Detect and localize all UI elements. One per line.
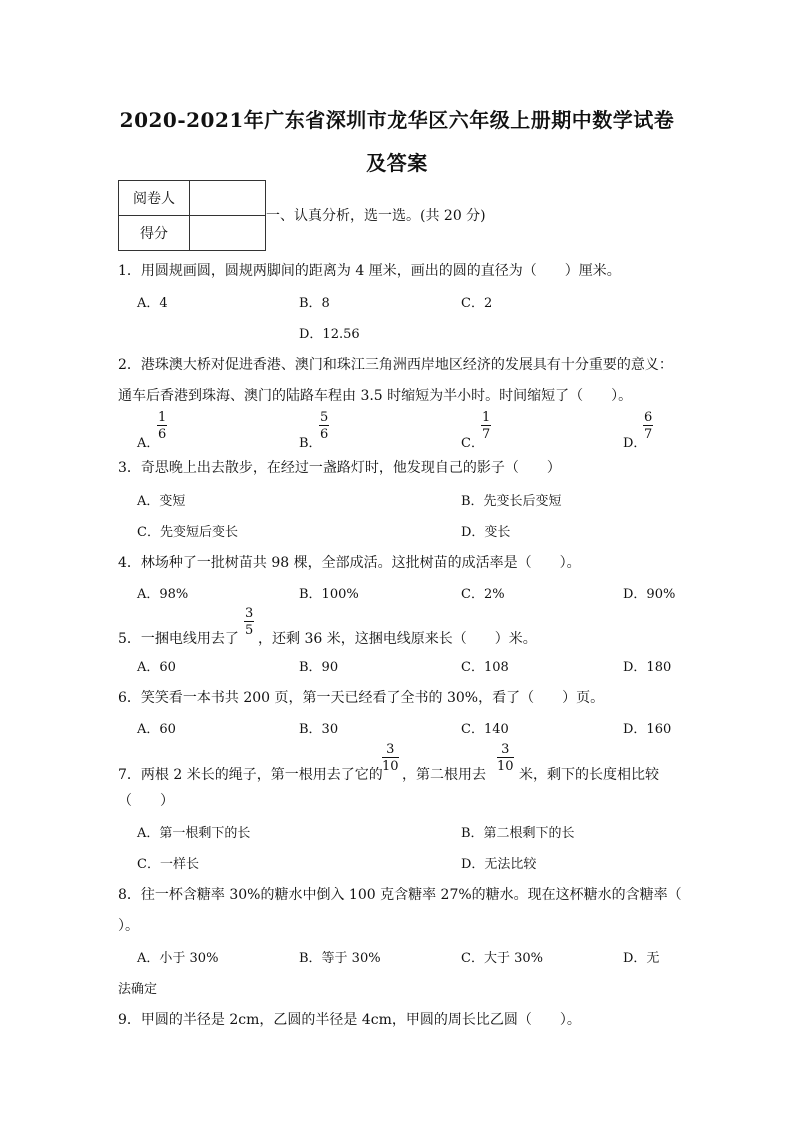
q8-option-a: A．小于 30% <box>137 951 219 966</box>
q7-fraction-1 <box>382 743 399 773</box>
q7-denominator-1: 10 <box>382 759 399 774</box>
question-1: 1．用圆规画圆，圆规两脚间的距离为 4 厘米，画出的圆的直径为（ ）厘米。 <box>118 263 621 279</box>
q2-d-numerator: 6 <box>644 410 653 425</box>
q2-option-d-label: D． <box>623 436 647 451</box>
q5-fraction <box>244 607 254 637</box>
question-2-line2: 通车后香港到珠海、澳门的陆路车程由 3.5 时缩短为半小时。时间缩短了（ ）。 <box>118 388 633 404</box>
q5-option-a: A．60 <box>137 660 176 675</box>
question-8-line2: ）。 <box>118 918 139 934</box>
q2-option-b-label: B． <box>299 436 322 451</box>
q2-a-denominator: 6 <box>158 427 167 442</box>
q5-option-b: B．90 <box>299 660 339 675</box>
page-title-line2: 及答案 <box>366 151 428 175</box>
q3-option-d: D．变长 <box>461 525 511 540</box>
q1-option-a: A．4 <box>137 296 168 311</box>
question-7-line2: （ ） <box>118 793 174 809</box>
question-9: 9．甲圆的半径是 2cm，乙圆的半径是 4cm，甲圆的周长比乙圆（ ）。 <box>118 1012 581 1028</box>
section-heading: 一、认真分析，选一选。(共 20 分) <box>266 208 486 224</box>
q4-option-c: C．2% <box>461 587 505 602</box>
reviewer-label: 阅卷人 <box>119 181 190 216</box>
question-5-after: ，还剩 36 米，这捆电线原来长（ ）米。 <box>258 631 537 647</box>
q2-b-numerator: 5 <box>320 410 329 425</box>
q2-d-denominator: 7 <box>644 427 653 442</box>
question-3: 3．奇思晚上出去散步，在经过一盏路灯时，他发现自己的影子（ ） <box>118 460 561 476</box>
q1-option-c: C．2 <box>461 296 493 311</box>
q2-b-denominator: 6 <box>320 427 329 442</box>
q2-option-c-label: C． <box>461 436 484 451</box>
score-label: 得分 <box>119 216 190 251</box>
q8-option-b: B．等于 30% <box>299 951 381 966</box>
q4-option-a: A．98% <box>137 587 189 602</box>
q3-option-c: C．先变短后变长 <box>137 525 238 540</box>
q3-option-a: A．变短 <box>137 494 186 509</box>
question-7-before: 7．两根 2 米长的绳子，第一根用去了它的 <box>118 767 383 783</box>
q7-denominator-2: 10 <box>497 759 514 774</box>
question-7-after: 米，剩下的长度相比较 <box>519 767 659 783</box>
score-blank <box>190 216 266 251</box>
q5-denominator: 5 <box>245 623 254 638</box>
q7-option-b: B．第二根剩下的长 <box>461 826 575 841</box>
q5-option-c: C．108 <box>461 660 509 675</box>
q8-option-c: C．大于 30% <box>461 951 543 966</box>
q4-option-b: B．100% <box>299 587 359 602</box>
q1-option-b: B．8 <box>299 296 330 311</box>
q6-option-c: C．140 <box>461 722 509 737</box>
question-2-line1: 2．港珠澳大桥对促进香港、澳门和珠江三角洲西岸地区经济的发展具有十分重要的意义： <box>118 357 673 373</box>
q5-option-d: D．180 <box>623 660 672 675</box>
q4-option-d: D．90% <box>623 587 676 602</box>
q7-option-c: C．一样长 <box>137 857 199 872</box>
score-box <box>118 180 266 251</box>
q8-option-d-continued: 法确定 <box>118 982 158 997</box>
q8-option-d: D．无 <box>623 951 660 966</box>
q7-fraction-2 <box>497 743 514 773</box>
q1-option-d: D．12.56 <box>299 327 360 342</box>
q6-option-b: B．30 <box>299 722 339 737</box>
q7-option-d: D．无法比较 <box>461 857 537 872</box>
q7-option-a: A．第一根剩下的长 <box>137 826 251 841</box>
q5-numerator: 3 <box>245 606 254 621</box>
page-title-line1: 2020-2021年广东省深圳市龙华区六年级上册期中数学试卷 <box>119 108 675 132</box>
q7-numerator-2: 3 <box>497 743 514 758</box>
q7-numerator-1: 3 <box>382 743 399 758</box>
q2-a-numerator: 1 <box>158 410 167 425</box>
question-6: 6．笑笑看一本书共 200 页，第一天已经看了全书的 30%，看了（ ）页。 <box>118 690 605 706</box>
q2-option-a-label: A． <box>137 436 160 451</box>
question-8-line1: 8．往一杯含糖率 30%的糖水中倒入 100 克含糖率 27%的糖水。现在这杯糖水的含糖率（ <box>118 887 682 903</box>
q2-c-denominator: 7 <box>482 427 491 442</box>
question-7-middle: ，第二根用去 <box>402 767 486 783</box>
q2-option-a-fraction <box>157 411 167 441</box>
question-5-before: 5．一捆电线用去了 <box>118 631 239 647</box>
q3-option-b: B．先变长后变短 <box>461 494 562 509</box>
q2-c-numerator: 1 <box>482 410 491 425</box>
question-4: 4．林场种了一批树苗共 98 棵，全部成活。这批树苗的成活率是（ ）。 <box>118 555 581 571</box>
q6-option-a: A．60 <box>137 722 176 737</box>
q6-option-d: D．160 <box>623 722 672 737</box>
q2-option-c-fraction <box>481 411 491 441</box>
reviewer-blank <box>190 181 266 216</box>
q2-option-d-fraction <box>643 411 653 441</box>
q2-option-b-fraction <box>319 411 329 441</box>
